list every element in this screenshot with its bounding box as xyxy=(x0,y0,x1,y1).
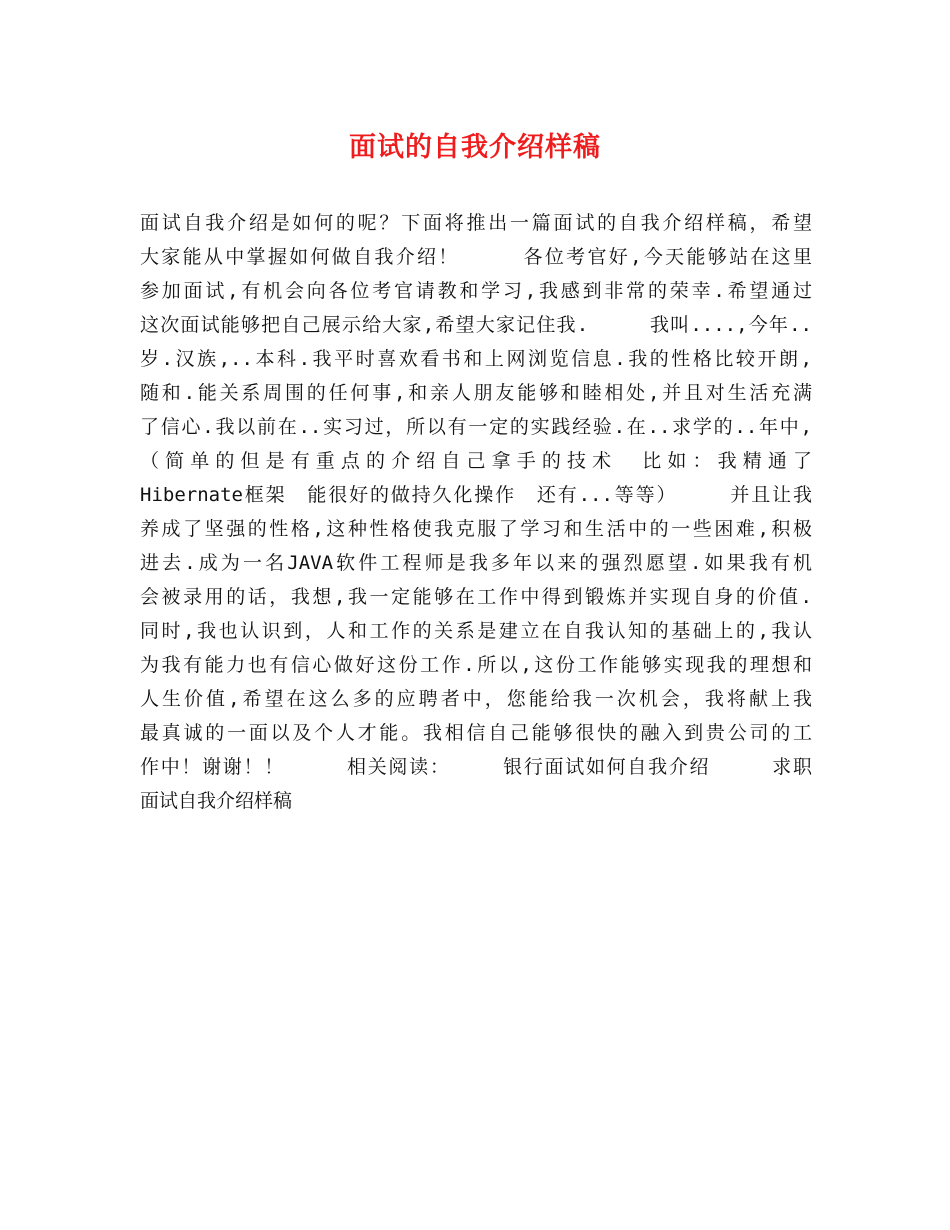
body-line: 最真诚的一面以及个人才能。我相信自己能够很快的融入到贵公司的工 xyxy=(140,722,812,744)
body-line: 随和.能关系周围的任何事,和亲人朋友能够和睦相处,并且对生活充满 xyxy=(140,382,812,404)
body-line: 面试自我介绍样稿 xyxy=(140,790,293,812)
body-line: （简单的但是有重点的介绍自己拿手的技术 比如：我精通了 xyxy=(140,450,812,472)
body-line: 了信心.我以前在..实习过，所以有一定的实践经验.在..求学的..年中, xyxy=(140,416,812,438)
body-line: 养成了坚强的性格,这种性格使我克服了学习和生活中的一些困难,积极 xyxy=(140,518,812,540)
document-title: 面试的自我介绍样稿 xyxy=(349,132,601,163)
body-line: 大家能从中掌握如何做自我介绍！ 各位考官好,今天能够站在这里 xyxy=(140,246,812,268)
body-line: 参加面试,有机会向各位考官请教和学习,我感到非常的荣幸.希望通过 xyxy=(140,280,812,302)
body-line: 会被录用的话，我想,我一定能够在工作中得到锻炼并实现自身的价值. xyxy=(140,586,812,608)
body-line: 这次面试能够把自己展示给大家,希望大家记住我. 我叫....,今年.. xyxy=(140,314,812,336)
body-line: 人生价值,希望在这么多的应聘者中，您能给我一次机会，我将献上我 xyxy=(140,688,812,710)
document-body xyxy=(140,206,812,818)
body-line: Hibernate框架 能很好的做持久化操作 还有...等等） 并且让我 xyxy=(140,484,812,506)
body-line: 岁.汉族,..本科.我平时喜欢看书和上网浏览信息.我的性格比较开朗, xyxy=(140,348,812,370)
body-line: 进去.成为一名JAVA软件工程师是我多年以来的强烈愿望.如果我有机 xyxy=(140,552,812,574)
body-line: 同时,我也认识到，人和工作的关系是建立在自我认知的基础上的,我认 xyxy=(140,620,812,642)
body-line: 面试自我介绍是如何的呢？下面将推出一篇面试的自我介绍样稿，希望 xyxy=(140,212,812,234)
body-line: 为我有能力也有信心做好这份工作.所以,这份工作能够实现我的理想和 xyxy=(140,654,812,676)
body-line: 作中！谢谢！！ 相关阅读： 银行面试如何自我介绍 求职 xyxy=(140,756,812,778)
